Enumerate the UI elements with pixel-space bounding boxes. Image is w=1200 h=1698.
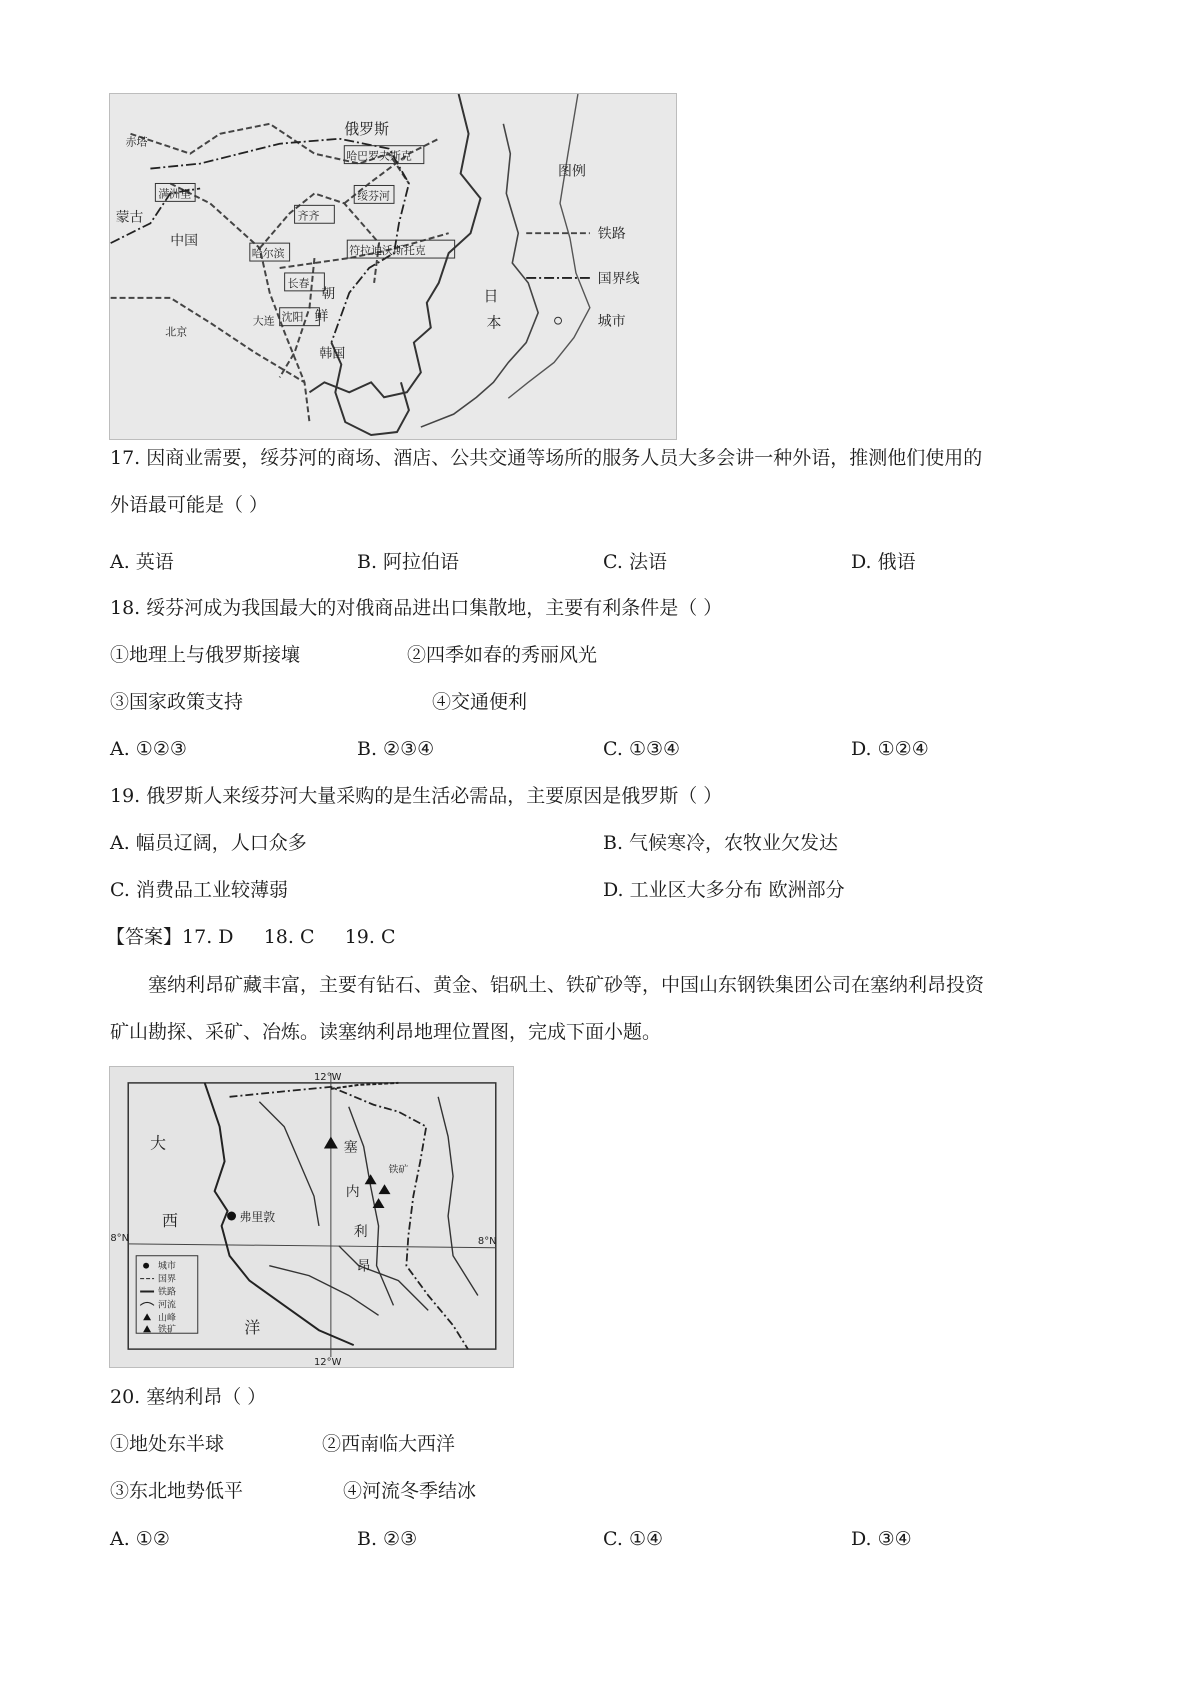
map1-legend — [526, 164, 639, 330]
q18-option-a[interactable]: A. ①②③ — [110, 738, 187, 760]
q19-stem: 19. 俄罗斯人来绥芬河大量采购的是生活必需品，主要原因是俄罗斯（ ） — [110, 785, 723, 807]
q19-option-a[interactable]: A. 幅员辽阔，人口众多 — [110, 832, 307, 854]
legend-title: 图例 — [558, 163, 586, 180]
legend-border: 国界线 — [597, 270, 640, 287]
label-country-3: 利 — [353, 1223, 368, 1240]
legend-railway: 铁路 — [597, 226, 626, 243]
q18-option-b[interactable]: B. ②③④ — [357, 738, 435, 760]
sierra-leone-map — [109, 1066, 514, 1368]
q18-option-d[interactable]: D. ①②④ — [851, 738, 929, 760]
q20-item-1: ①地处东半球 — [110, 1433, 225, 1455]
label-lat-left: 8°N — [110, 1232, 130, 1244]
q17-option-d[interactable]: D. 俄语 — [851, 551, 916, 573]
q18-item-3: ③国家政策支持 — [110, 691, 244, 713]
label-russia: 俄罗斯 — [344, 119, 390, 138]
legend-city-symbol — [555, 317, 562, 324]
answer-text: 17. D 18. C 19. C — [182, 926, 396, 948]
mine-marker-2 — [379, 1184, 391, 1194]
q19-option-d[interactable]: D. 工业区大多分布 欧洲部分 — [603, 879, 845, 901]
q17-option-b[interactable]: B. 阿拉伯语 — [357, 551, 460, 573]
label-city-chita: 赤塔 — [125, 135, 148, 149]
legend2-railway: 铁路 — [158, 1287, 176, 1298]
q18-stem: 18. 绥芬河成为我国最大的对俄商品进出口集散地，主要有利条件是（ ） — [110, 597, 723, 619]
label-mongolia: 蒙古 — [115, 209, 144, 226]
q18-option-c[interactable]: C. ①③④ — [603, 738, 681, 760]
northeast-asia-map — [109, 93, 677, 440]
city-marker-freetown — [227, 1212, 236, 1221]
legend2-city: 城市 — [158, 1261, 176, 1272]
q19-option-c[interactable]: C. 消费品工业较薄弱 — [110, 879, 288, 901]
q18-item-2: ②四季如春的秀丽风光 — [407, 644, 598, 666]
mountain-peak-marker — [324, 1137, 338, 1149]
label-japan-2: 本 — [486, 313, 502, 332]
q20-item-4: ④河流冬季结冰 — [343, 1480, 477, 1502]
map2-legend — [136, 1256, 198, 1335]
label-city-manzhouli: 满洲里 — [158, 187, 192, 201]
label-ocean-3: 洋 — [244, 1318, 261, 1338]
q18-item-4: ④交通便利 — [432, 691, 528, 713]
mine-marker-1 — [365, 1174, 377, 1184]
label-country-1: 塞 — [343, 1139, 358, 1156]
label-city-dalian: 大连 — [252, 314, 275, 328]
q20-item-3: ③东北地势低平 — [110, 1480, 244, 1502]
q17-option-c[interactable]: C. 法语 — [603, 551, 667, 573]
label-city-changchun: 长春 — [287, 276, 310, 290]
label-korea-n-1: 朝 — [321, 285, 336, 302]
label-city-beijing: 北京 — [165, 325, 188, 339]
legend2-peak: 山峰 — [158, 1313, 176, 1324]
q20-option-b[interactable]: B. ②③ — [357, 1528, 418, 1550]
q18-item-1: ①地理上与俄罗斯接壤 — [110, 644, 301, 666]
label-city-khabarovsk: 哈巴罗夫斯克 — [346, 149, 412, 163]
label-japan-1: 日 — [483, 286, 499, 305]
label-city-qiqihar: 齐齐 — [297, 209, 320, 223]
legend-city: 城市 — [597, 313, 626, 330]
northeast-asia-map-graphic — [110, 94, 676, 439]
label-korea-n-2: 鲜 — [314, 308, 329, 325]
label-city-vladivostok: 符拉迪沃斯托克 — [349, 244, 426, 258]
q17-option-a[interactable]: A. 英语 — [110, 551, 174, 573]
q20-item-2: ②西南临大西洋 — [322, 1433, 456, 1455]
answer-line — [106, 923, 396, 951]
label-mine: 铁矿 — [388, 1164, 409, 1176]
legend2-border: 国界 — [158, 1274, 176, 1285]
passage-line1: 塞纳利昂矿藏丰富，主要有钻石、黄金、铝矾土、铁矿砂等，中国山东钢铁集团公司在塞纳利昂投资 — [148, 974, 985, 996]
label-lon-top: 12°W — [313, 1071, 342, 1083]
label-country-4: 昂 — [356, 1258, 371, 1275]
q20-option-c[interactable]: C. ①④ — [603, 1528, 664, 1550]
legend2-river: 河流 — [158, 1300, 176, 1311]
label-ocean-1: 大 — [150, 1133, 166, 1153]
label-city-suifenhe: 绥芬河 — [357, 189, 390, 203]
label-city-shenyang: 沈阳 — [281, 310, 304, 324]
q19-option-b[interactable]: B. 气候寒冷，农牧业欠发达 — [603, 832, 839, 854]
legend2-city-symbol — [143, 1263, 149, 1269]
label-city-freetown: 弗里敦 — [239, 1209, 276, 1224]
label-city-harbin: 哈尔滨 — [251, 247, 285, 261]
sierra-leone-map-graphic — [110, 1067, 513, 1367]
answer-label: 【答案】 — [106, 926, 183, 948]
label-lon-bottom: 12°W — [313, 1357, 342, 1367]
label-ocean-2: 西 — [161, 1210, 178, 1230]
label-korea-s: 韩国 — [319, 346, 346, 362]
label-country-2: 内 — [345, 1184, 360, 1201]
label-lat-right: 8°N — [477, 1235, 497, 1247]
q20-option-a[interactable]: A. ①② — [110, 1528, 170, 1550]
q17-stem-line2: 外语最可能是（ ） — [110, 494, 269, 516]
q20-option-d[interactable]: D. ③④ — [851, 1528, 912, 1550]
label-china: 中国 — [170, 233, 199, 250]
legend2-mine: 铁矿 — [158, 1325, 176, 1336]
q20-stem: 20. 塞纳利昂（ ） — [110, 1386, 267, 1408]
q17-stem-line1: 17. 因商业需要，绥芬河的商场、酒店、公共交通等场所的服务人员大多会讲一种外语，推测他们使用的 — [110, 447, 983, 469]
passage-line2: 矿山勘探、采矿、冶炼。读塞纳利昂地理位置图，完成下面小题。 — [110, 1021, 662, 1043]
